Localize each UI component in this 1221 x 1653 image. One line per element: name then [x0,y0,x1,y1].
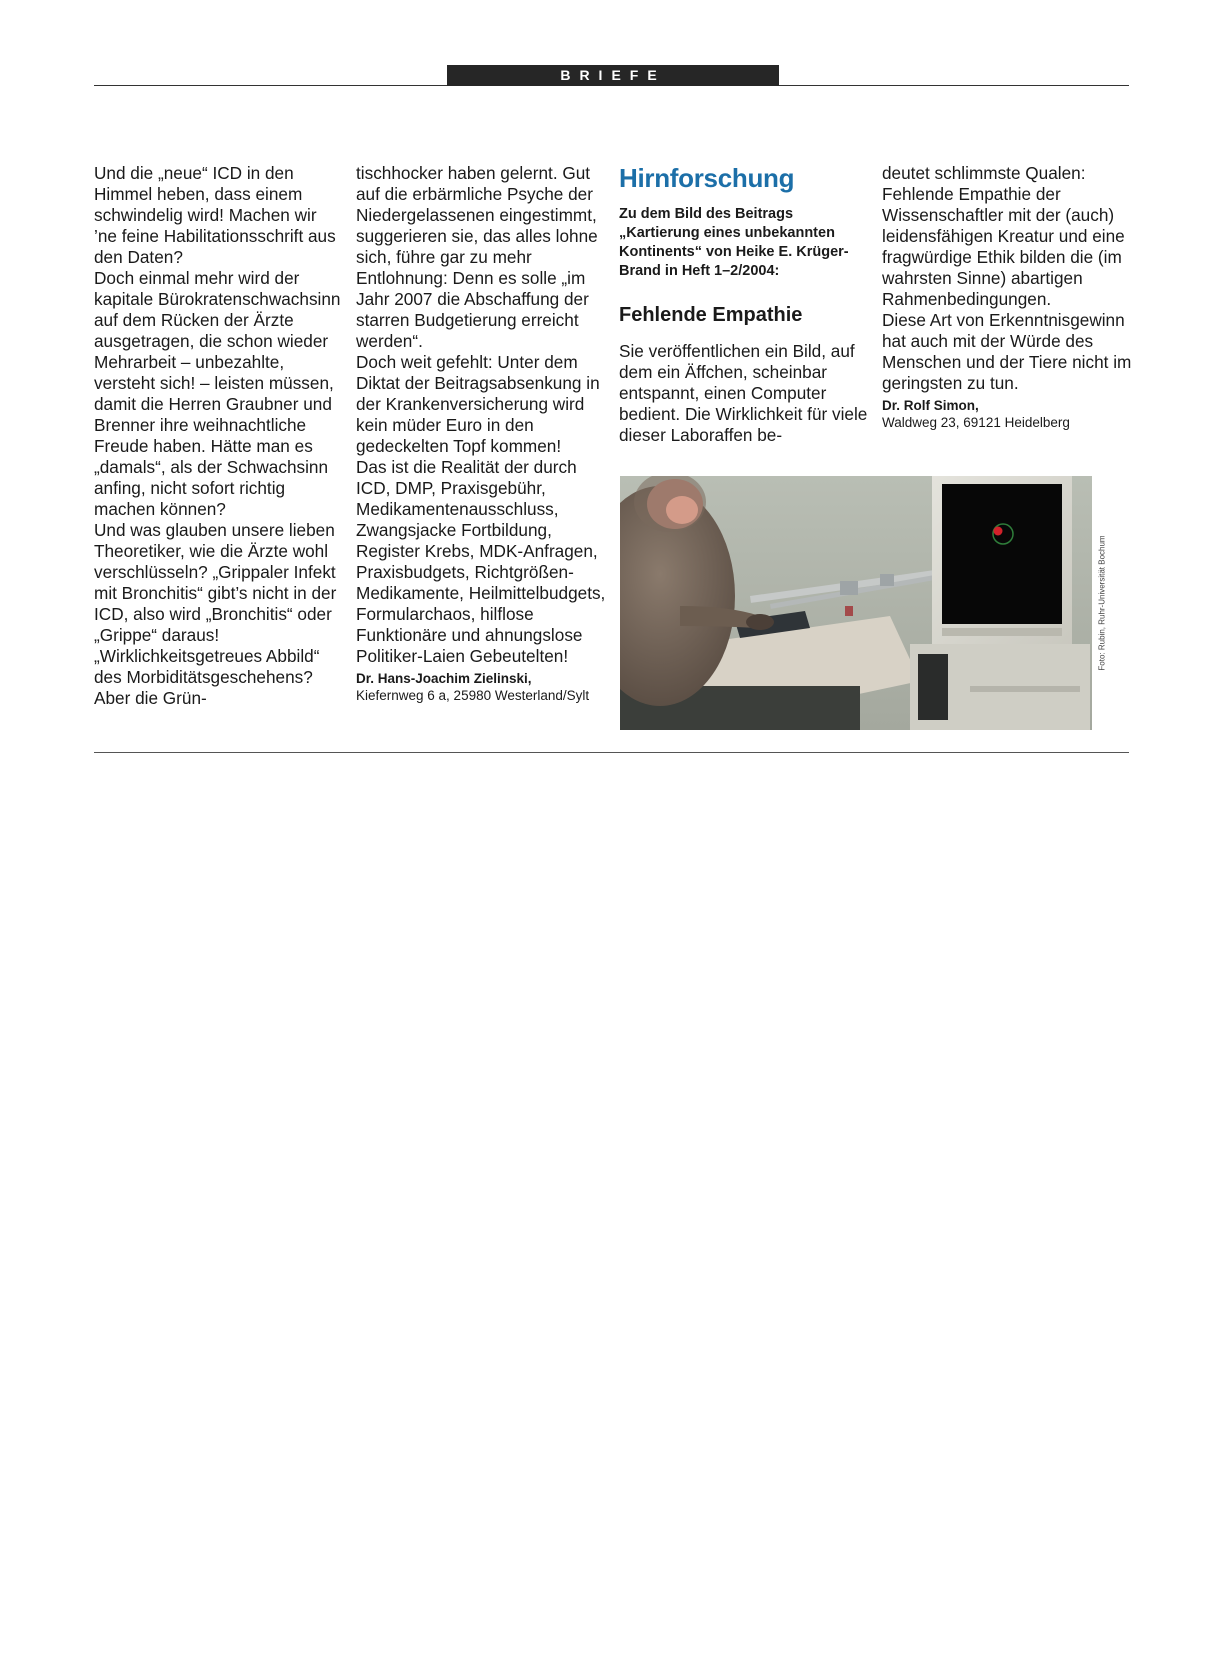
photo-credit-text: Foto: Rubin, Ruhr-Universität Bochum [1097,535,1107,671]
letter-1-paragraph-5: Doch weit gefehlt: Unter dem Diktat der Beitragsabsenkung in der Krankenversicherung wird kein müder Euro in den gedeckelten Topf kommen! [356,352,600,456]
letter-1-address: Kiefernweg 6 a, 25980 Westerland/Sylt [356,688,590,703]
letter-2-intro: Zu dem Bild des Beitrags „Kartierung eines unbekannten Kontinents“ von Heike E. Krüger-Brand in Heft 1–2/2004: [619,206,849,279]
letter-1-paragraph-3: Und was glauben unsere lieben Theoretiker, wie die Ärzte wohl verschlüsseln? „Grippaler Infekt mit Bronchitis“ gibt’s nicht in der ICD, also wird „Bronchitis“ oder „Grippe“ daraus! „Wirklichkeitsgetreues Abbild“ des Morbiditätsgeschehens? Aber die Grün- [94,520,337,708]
letter-2-paragraph-1: Sie veröffentlichen ein Bild, auf dem ein Äffchen, scheinbar entspannt, einen Computer bedient. Die Wirklichkeit für viele dieser Laboraffen be- [619,341,868,445]
letter-2-address: Waldweg 23, 69121 Heidelberg [882,415,1070,430]
section-header: BRIEFE [447,65,779,86]
bottom-rule [94,752,1129,753]
letter-1-paragraph-1: Und die „neue“ ICD in den Himmel heben, dass einem schwindelig wird! Machen wir ’ne feine Habilitationsschrift aus den Daten? [94,163,336,267]
section-title: Hirnforschung [619,163,795,193]
monkey-computer-photo [620,476,1092,730]
letter-1-column-1 [94,163,344,709]
letter-2-column-1 [619,163,871,446]
letter-2-headline: Fehlende Empathie [619,304,803,326]
letter-1-paragraph-6: Das ist die Realität der durch ICD, DMP, Praxisgebühr, Medikamentenausschluss, Zwangsjacke Fortbildung, Register Krebs, MDK-Anfragen, Praxisbudgets, Richtgrößen-Medikamente, Heilmittelbudgets, Formularchaos, hilflose Funktionäre und ahnungslose Politiker-Laien Gebeutelten! [356,457,606,666]
letter-2-paragraph-2: deutet schlimmste Qualen: Fehlende Empathie der Wissenschaftler mit der (auch) leidensfähigen Kreatur und eine fragwürdige Ethik bilden die (im wahrsten Sinne) abartigen Rahmenbedingungen. [882,163,1125,309]
letter-1-column-2 [356,163,611,705]
letter-1-paragraph-2: Doch einmal mehr wird der kapitale Bürokratenschwachsinn auf dem Rücken der Ärzte ausgetragen, die schon wieder Mehrarbeit – unbezahlte, versteht sich! – leisten müssen, damit die Herren Graubner und Brenner ihre weihnachtliche Freude haben. Hätte man es „damals“, als der Schwachsinn anfing, nicht sofort richtig machen können? [94,268,341,519]
letter-2-column-2 [882,163,1132,432]
photo-credit [1092,476,1112,730]
letter-2-paragraph-3: Diese Art von Erkenntnisgewinn hat auch mit der Würde des Menschen und der Tiere nicht im geringsten zu tun. [882,310,1132,393]
letter-1-paragraph-4: tischhocker haben gelernt. Gut auf die erbärmliche Psyche der Niedergelassenen eingestimmt, suggerieren sie, das alles lohne sich, führe gar zu mehr Entlohnung: Denn es solle „im Jahr 2007 die Abschaffung der starren Budgetierung erreicht werden“. [356,163,598,351]
letter-1-author: Dr. Hans-Joachim Zielinski, [356,671,532,686]
letter-2-author: Dr. Rolf Simon, [882,398,979,413]
